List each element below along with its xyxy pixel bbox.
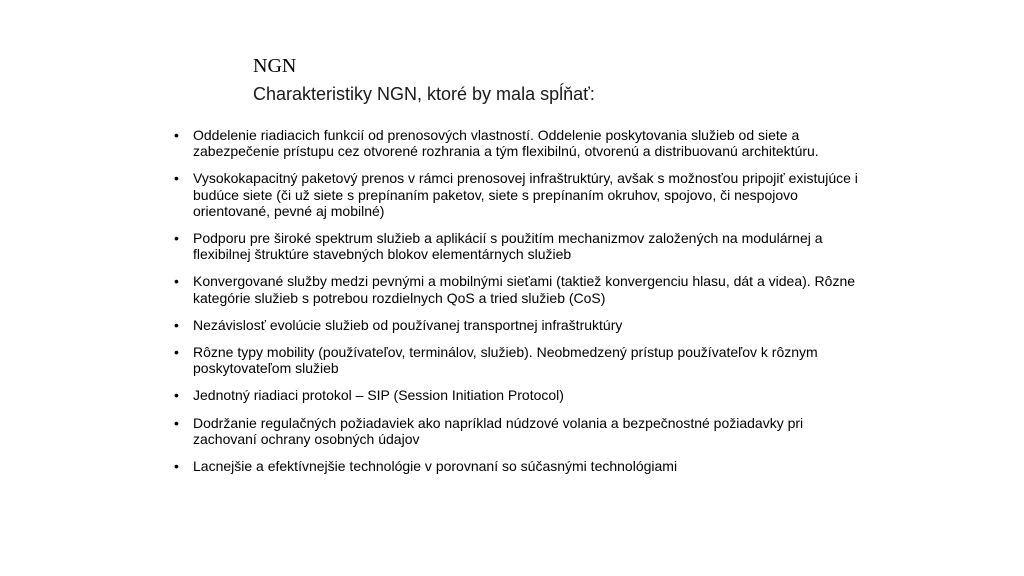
- list-item-text: Rôzne typy mobility (používateľov, terminálov, služieb). Neobmedzený prístup používateľov k rôznym poskytovateľom služieb: [193, 344, 818, 377]
- list-item: [174, 344, 864, 376]
- list-item: [174, 387, 864, 403]
- list-item: [174, 170, 864, 219]
- list-item: [174, 317, 864, 333]
- bullet-icon: •: [174, 230, 179, 247]
- bullet-icon: •: [174, 414, 179, 431]
- list-item-text: Jednotný riadiaci protokol – SIP (Session Initiation Protocol): [193, 387, 564, 404]
- slide-title: NGN: [253, 55, 297, 77]
- bullet-list: [174, 127, 864, 485]
- list-item: [174, 127, 864, 159]
- list-item: [174, 230, 864, 262]
- bullet-icon: •: [174, 273, 179, 290]
- bullet-icon: •: [174, 170, 179, 187]
- list-item: [174, 458, 864, 474]
- list-item: [174, 415, 864, 447]
- list-item-text: Lacnejšie a efektívnejšie technológie v porovnaní so súčasnými technológiami: [193, 458, 678, 475]
- bullet-icon: •: [174, 458, 179, 475]
- list-item-text: Dodržanie regulačných požiadaviek ako napríklad núdzové volania a bezpečnostné požiadavky pri zachovaní ochrany osobných údajov: [193, 414, 804, 447]
- list-item-text: Konvergované služby medzi pevnými a mobilnými sieťami (taktiež konvergenciu hlasu, dát a videa). Rôzne kategórie služieb s potrebou rozdielnych QoS a tried služieb (CoS): [193, 273, 856, 306]
- list-item-text: Vysokokapacitný paketový prenos v rámci prenosovej infraštruktúry, avšak s možnosťou pripojiť existujúce i budúce siete (či už siete s prepínaním paketov, siete s prepínaním okruhov, spojovo, či nespojovo orientované, pevné aj mobilné): [193, 170, 858, 219]
- list-item-text: Podporu pre široké spektrum služieb a aplikácií s použitím mechanizmov založených na modulárnej a flexibilnej štruktúre stavebných blokov elementárnych služieb: [193, 230, 823, 263]
- list-item-text: Oddelenie riadiacich funkcií od prenosových vlastností. Oddelenie poskytovania služieb od siete a zabezpečenie prístupu cez otvorené rozhrania a tým flexibilnú, otvorenú a distribuovanú architektúru.: [193, 127, 819, 160]
- bullet-icon: •: [174, 387, 179, 404]
- bullet-icon: •: [174, 316, 179, 333]
- bullet-icon: •: [174, 344, 179, 361]
- slide-subtitle: Charakteristiky NGN, ktoré by mala spĺňať:: [253, 84, 595, 104]
- list-item-text: Nezávislosť evolúcie služieb od používanej transportnej infraštruktúry: [193, 316, 623, 333]
- list-item: [174, 273, 864, 305]
- bullet-icon: •: [174, 127, 179, 143]
